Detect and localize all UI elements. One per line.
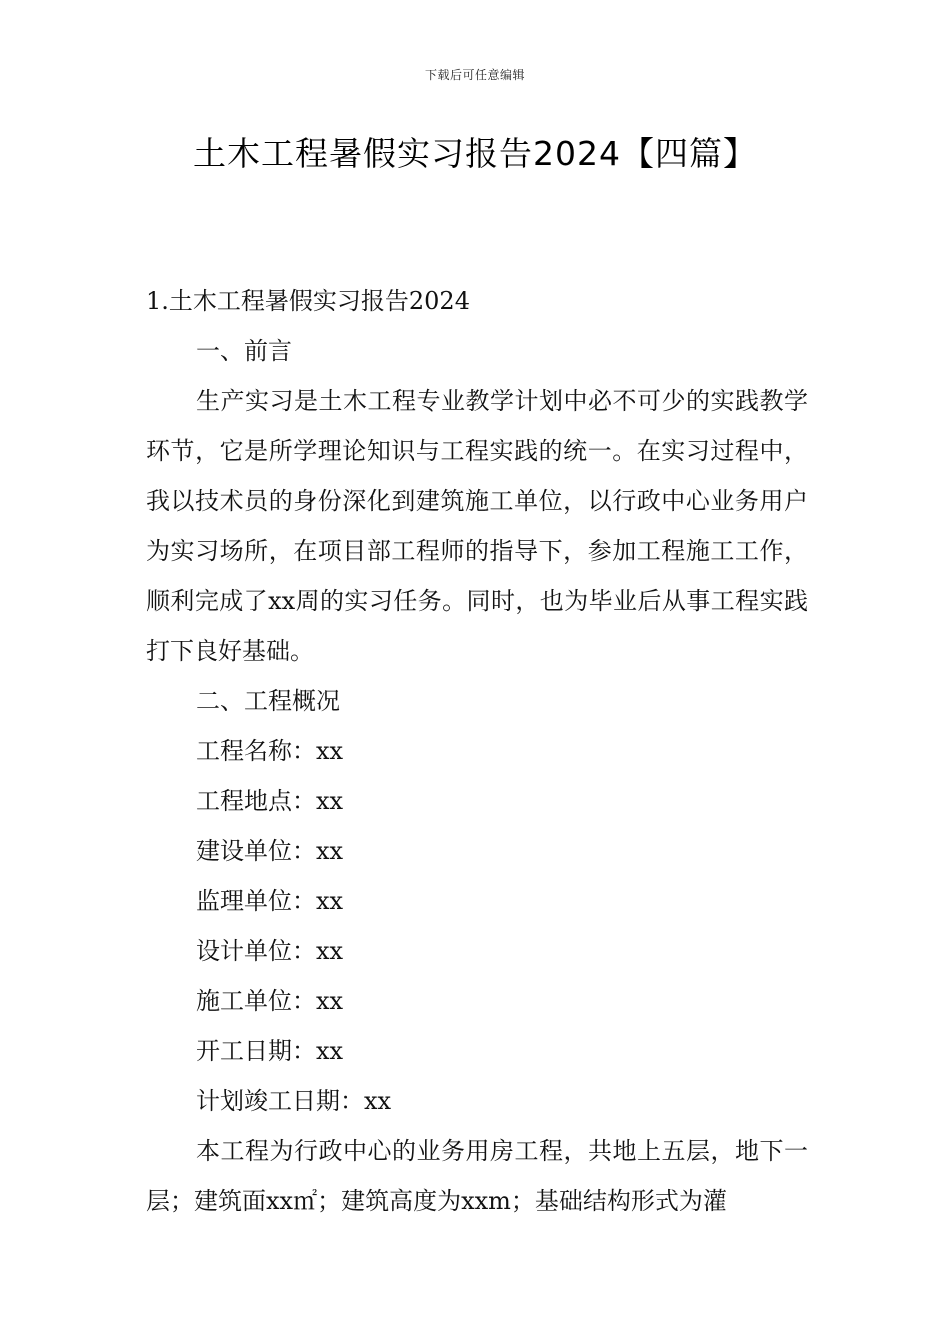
field-supervisor: 监理单位：xx xyxy=(196,887,344,915)
heading-preface: 一、前言 xyxy=(196,337,292,365)
document-body xyxy=(146,276,808,1226)
document-title: 土木工程暑假实习报告2024【四篇】 xyxy=(193,134,757,173)
heading-overview: 二、工程概况 xyxy=(196,687,340,715)
field-designer: 设计单位：xx xyxy=(196,937,344,965)
field-start-date: 开工日期：xx xyxy=(196,1037,344,1065)
paragraph-project-description: 本工程为行政中心的业务用房工程，共地上五层，地下一层；建筑面xx㎡；建筑高度为xxm；基础结构形式为灌 xyxy=(146,1137,808,1215)
field-contractor: 施工单位：xx xyxy=(196,987,344,1015)
section-title: 1.土木工程暑假实习报告2024 xyxy=(146,287,470,315)
field-project-name: 工程名称：xx xyxy=(196,737,344,765)
field-planned-completion: 计划竣工日期：xx xyxy=(196,1087,392,1115)
paragraph-intro: 生产实习是土木工程专业教学计划中必不可少的实践教学环节，它是所学理论知识与工程实践的统一。在实习过程中，我以技术员的身份深化到建筑施工单位，以行政中心业务用户为实习场所，在项目部工程师的指导下，参加工程施工工作，顺利完成了xx周的实习任务。同时，也为毕业后从事工程实践打下良好基础。 xyxy=(146,387,808,665)
field-owner: 建设单位：xx xyxy=(196,837,344,865)
field-project-location: 工程地点：xx xyxy=(196,787,344,815)
header-note: 下载后可任意编辑 xyxy=(424,68,525,82)
